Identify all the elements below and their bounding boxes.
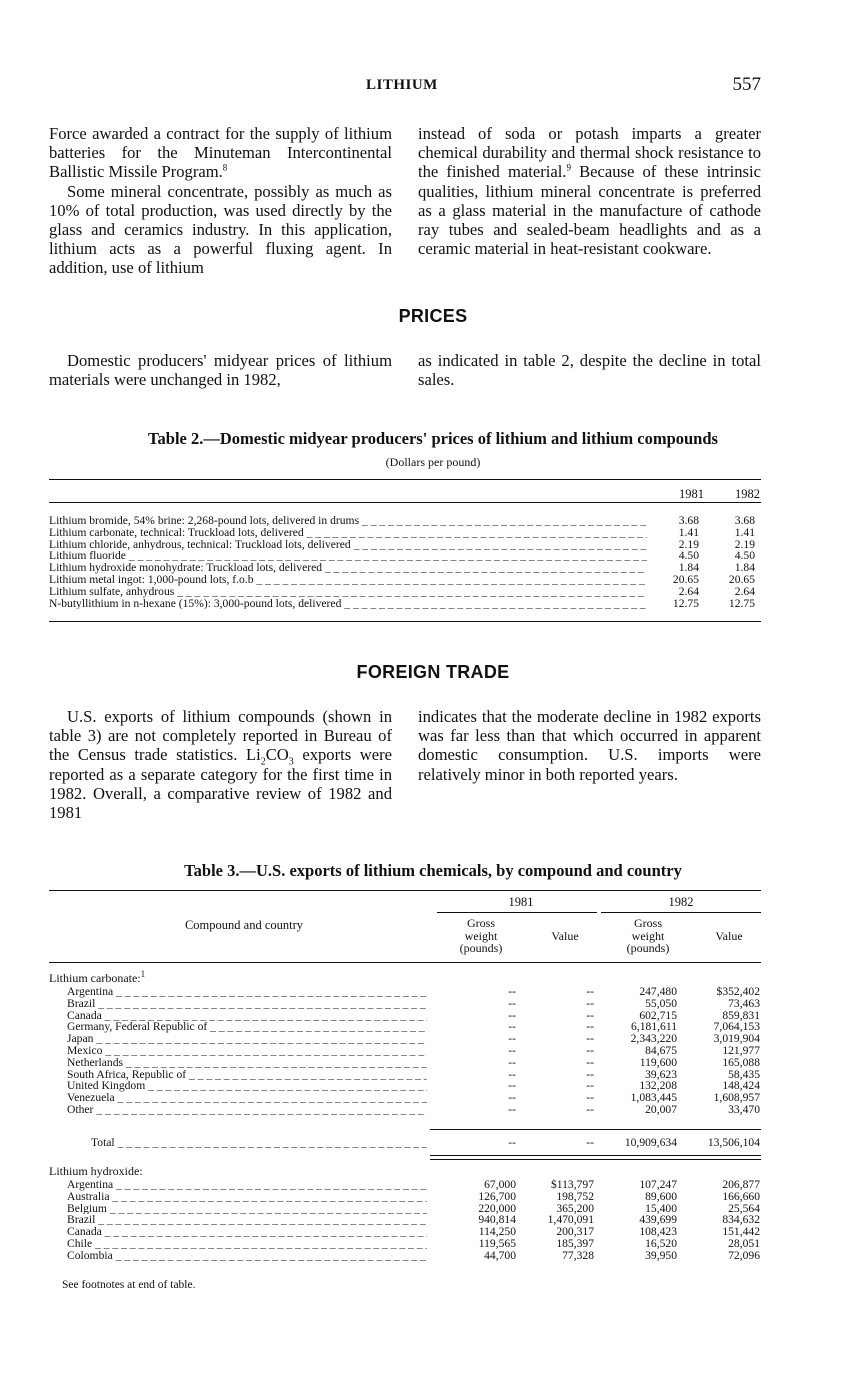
table-row: Canada _ _ _ 114,250 200,317 108,423 151,442 [49,1226,761,1238]
table-row: Lithium hydroxide monohydrate: Truckload lots, delivered _ _ _ 1.84 1.84 [49,562,761,574]
carbonate-rows [49,986,761,1116]
column-header-1982: 1982 [735,487,760,501]
foreign-trade-text [49,707,761,822]
table-row: Belgium _ _ _ 220,000 365,200 15,400 25,564 [49,1203,761,1215]
table-row: Australia _ _ _ 126,700 198,752 89,600 166,660 [49,1191,761,1203]
footnote-ref: 1 [140,969,146,979]
table-row: Mexico _ _ _ -- -- 84,675 121,977 [49,1045,761,1057]
prices-text [49,351,761,389]
table-row: Germany, Federal Republic of _ _ _ -- -- 6,181,611 7,064,153 [49,1021,761,1033]
group-rule-1982 [601,912,761,913]
subtotal-rule [430,1129,761,1130]
prices-right-column: as indicated in table 2, despite the decline in total sales. [418,351,761,390]
table2-subtitle: (Dollars per pound) [385,455,481,469]
foreign-trade-right-column: indicates that the moderate decline in 1982 exports was far less than that which occurred in apparent domestic consumption. U.S. imports were relatively minor in both reported years. [418,707,761,784]
column-group-1982: 1982 [668,895,694,909]
value-header-1982: Value [715,929,743,943]
column-group-1981: 1981 [508,895,534,909]
carbonate-heading: Lithium carbonate:$^1$ [49,969,146,985]
carbonate-total-row: Total _ _ _ -- -- 10,909,634 13,506,104 [49,1136,761,1150]
table-row: Lithium carbonate, technical: Truckload lots, delivered _ _ _ 1.41 1.41 [49,527,761,539]
table2-body [49,515,761,609]
hydroxide-heading: Lithium hydroxide: [49,1164,143,1178]
footnote-ref: 8 [222,162,228,173]
table3-header-rule [49,962,761,963]
foreign-trade-left-column: U.S. exports of lithium compounds (shown in table 3) are not completely reported in Bureau of the Census trade statistics. $Li_2CO_3$ exports were reported as a separate category for the first time in 1982. Overall, a comparative review of 1982 and 1981 [49,707,392,823]
table-row: Chile _ _ _ 119,565 185,397 16,520 28,051 [49,1238,761,1250]
prices-left-column: Domestic producers' midyear prices of lithium materials were unchanged in 1982, [49,351,392,390]
page-number: 557 [732,74,761,95]
intro-paragraph-3: instead of soda or potash imparts a greater chemical durability and thermal shock resistance to the finished material.$^9$ Because of these intrinsic qualities, lithium mineral concentrate is preferred as a glass material in the manufacture of cathode ray tubes and sealed-beam headlights and as a ceramic material in heat-resistant cookware. [418,124,761,259]
table-row: Canada _ _ _ -- -- 602,715 859,831 [49,1010,761,1022]
running-head [0,74,866,99]
hydroxide-rows [49,1179,761,1262]
intro-text [49,124,761,278]
gross-weight-header-1981: Gross weight (pounds) [459,916,503,955]
intro-right-column [418,124,761,278]
table3-title: Table 3.—U.S. exports of lithium chemicals, by compound and country [184,861,682,880]
table-row: N-butyllithium in n-hexane (15%): 3,000-pound lots, delivered _ _ _ 12.75 12.75 [49,598,761,610]
table-row: Lithium sulfate, anhydrous _ _ _ 2.64 2.64 [49,586,761,598]
total-rule-bottom [430,1159,761,1160]
table2-top-rule [49,479,761,480]
table-row: United Kingdom _ _ _ -- -- 132,208 148,424 [49,1080,761,1092]
stub-header: Compound and country [184,918,304,932]
table-row: Netherlands _ _ _ -- -- 119,600 165,088 [49,1057,761,1069]
table2-header-rule [49,502,761,503]
footnote-ref: 9 [566,162,571,173]
table-row: Japan _ _ _ -- -- 2,343,220 3,019,904 [49,1033,761,1045]
gross-weight-header-1982: Gross weight (pounds) [626,916,670,955]
table2-title: Table 2.—Domestic midyear producers' prices of lithium and lithium compounds [148,429,718,448]
group-rule-1981 [437,912,597,913]
column-header-1981: 1981 [679,487,704,501]
table-row: Brazil _ _ _ 940,814 1,470,091 439,699 834,632 [49,1214,761,1226]
table-row: Other _ _ _ -- -- 20,007 33,470 [49,1104,761,1116]
foreign-trade-heading: FOREIGN TRADE [356,662,510,682]
table-row: South Africa, Republic of _ _ _ -- -- 39,623 58,435 [49,1069,761,1081]
table-row: Lithium bromide, 54% brine: 2,268-pound lots, delivered in drums _ _ _ 3.68 3.68 [49,515,761,527]
table-row: Venezuela _ _ _ -- -- 1,083,445 1,608,957 [49,1092,761,1104]
table-row: Lithium metal ingot: 1,000-pound lots, f.o.b _ _ _ 20.65 20.65 [49,574,761,586]
prices-heading: PRICES [398,306,468,326]
value-header-1981: Value [551,929,579,943]
intro-paragraph-2: Some mineral concentrate, possibly as much as 10% of total production, was used directly by the glass and ceramics industry. In this application, lithium acts as a powerful fluxing agent. In addition, use of lithium [49,181,392,278]
table-row: Argentina _ _ _ 67,000 $113,797 107,247 206,877 [49,1179,761,1191]
table3-top-rule [49,890,761,891]
table-row: Argentina _ _ _ -- -- 247,480 $352,402 [49,986,761,998]
table-row: Lithium chloride, anhydrous, technical: Truckload lots, delivered _ _ _ 2.19 2.19 [49,539,761,551]
table-footnote: See footnotes at end of table. [62,1279,196,1291]
page-title: LITHIUM [366,77,438,93]
total-rule-top [430,1155,761,1156]
table-row: Lithium fluoride _ _ _ 4.50 4.50 [49,550,761,562]
table-row: Colombia _ _ _ 44,700 77,328 39,950 72,096 [49,1250,761,1262]
intro-paragraph-1: Force awarded a contract for the supply of lithium batteries for the Minuteman Intercontinental Ballistic Missile Program.$^8$ [49,124,392,182]
intro-left-column [49,124,392,278]
table2-bottom-rule [49,621,761,622]
table-row: Brazil _ _ _ -- -- 55,050 73,463 [49,998,761,1010]
table2-header-row [49,487,761,501]
